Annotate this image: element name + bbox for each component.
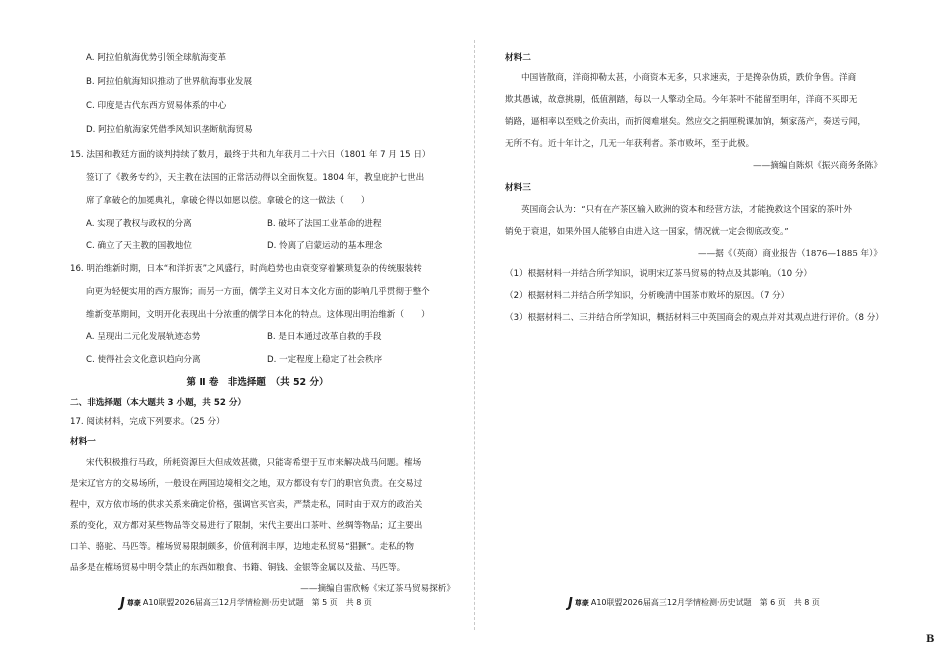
- q17-subquestion-1: （1）根据材料一并结合所学知识，说明宋辽茶马贸易的特点及其影响。（10 分）: [505, 269, 813, 279]
- publisher-logo-text: 尊豪: [126, 599, 141, 607]
- footer-right: [568, 596, 820, 611]
- material1-label: 材料一: [70, 437, 96, 447]
- material2-source: ——摘编自陈炽《振兴商务条陈》: [753, 161, 882, 171]
- q14-option-a: A. 阿拉伯航海优势引领全球航海变革: [86, 53, 227, 63]
- version-mark: B: [926, 634, 935, 645]
- q17-subquestion-3: （3）根据材料二、三并结合所学知识，概括材料三中英国商会的观点并对其观点进行评价。（8 分）: [505, 313, 884, 323]
- material3-label: 材料三: [505, 183, 531, 193]
- q17-prompt: 17. 阅读材料，完成下列要求。（25 分）: [70, 417, 225, 427]
- publisher-logo: J: [120, 596, 125, 611]
- q15-option-c: C. 确立了天主教的国教地位: [86, 241, 192, 251]
- q14-option-c: C. 印度是古代东西方贸易体系的中心: [86, 101, 227, 111]
- publisher-logo-text: 尊豪: [574, 599, 589, 607]
- material3-line: 英国商会认为：“只有在产茶区输入欧洲的资本和经营方法，才能挽救这个国家的茶叶外: [521, 205, 852, 215]
- footer-right-text: A10联盟2026届高三12月学情检测·历史试题 第 6 页 共 8 页: [590, 598, 820, 607]
- footer-left-text: A10联盟2026届高三12月学情检测·历史试题 第 5 页 共 8 页: [142, 598, 372, 607]
- q16-option-c: C. 使得社会文化意识趋向分离: [86, 355, 201, 365]
- q16-line: 向更为轻便实用的西方服饰；而另一方面，儒学主义对日本文化方面的影响几乎贯彻于整个: [86, 287, 430, 297]
- q14-option-d: D. 阿拉伯航海家凭借季风知识垄断航海贸易: [86, 125, 253, 135]
- q16-line: 维新变革期间，文明开化表现出十分浓重的儒学日本化的特点。这体现出明治维新（ ）: [86, 310, 430, 320]
- material1-line: 口羊、骆驼、马匹等。榷场贸易限制颇多，价值利润丰厚，边地走私贸易“猖獗”。走私的物: [70, 542, 414, 552]
- material2-line: 中国皆散商，洋商抑勒太甚，小商资本无多，只求速卖，于是搀杂伪质，跌价争售。洋商: [521, 73, 857, 83]
- q14-option-b: B. 阿拉伯航海知识推动了世界航海事业发展: [86, 77, 253, 87]
- material1-line: 是宋辽官方的交易场所，一般设在两国边境相交之地，双方都设有专门的职官负责。在交易过: [70, 479, 423, 489]
- q16-option-b: B. 是日本通过改革自救的手段: [267, 332, 382, 342]
- q15-line: 席了拿破仑的加冕典礼，拿破仑得以如愿以偿。拿破仑的这一做法（ ）: [86, 196, 370, 206]
- material1-source: ——摘编自雷欣畅《宋辽茶马贸易探析》: [300, 584, 455, 594]
- q17-subquestion-2: （2）根据材料二并结合所学知识，分析晚清中国茶市败坏的原因。（7 分）: [505, 291, 790, 301]
- page-divider: [474, 40, 475, 630]
- material2-line: 无所不有。近十年计之，几无一年获利者。茶市败坏，至于此极。: [505, 139, 755, 149]
- material1-line: 宋代积极推行马政，所耗资源巨大但成效甚微，只能寄希望于互市来解决战马问题。榷场: [86, 458, 422, 468]
- q15-line: 签订了《教务专约》，天主教在法国的正常活动得以全面恢复。1804 年，教皇庇护七世出: [86, 173, 425, 183]
- q15-option-a: A. 实现了教权与政权的分离: [86, 219, 192, 229]
- publisher-logo: J: [568, 596, 573, 611]
- q15-option-b: B. 破坏了法国工业革命的进程: [267, 219, 382, 229]
- material2-line: 欺其愚诚，故意挑剔，低值割踏，每以一人擎动全局。今年茶叶不能留至明年，洋商不买即无: [505, 95, 858, 105]
- material1-line: 程中，双方依市场的供求关系来确定价格，强调官买官卖，严禁走私，同时由于双方的政治关: [70, 500, 423, 510]
- q16-option-a: A. 呈现出二元化发展轨迹态势: [86, 332, 201, 342]
- q15-option-d: D. 怜离了启蒙运动的基本理念: [267, 241, 383, 251]
- material3-source: ——据《（英商）商业报告（1876—1885 年）》: [698, 249, 882, 259]
- footer-left: [120, 596, 372, 611]
- q16-line: 16. 明治维新时期，日本“和洋折衷”之风盛行，时尚趋势也由衰变穿着繁琐复杂的传统服装转: [70, 264, 422, 274]
- q15-line: 15. 法国和教廷方面的谈判持续了数月，最终于共和九年获月二十六日（1801 年 7 月 15 日）: [70, 150, 431, 160]
- material3-line: 销免于衰退，如果外国人能够自由进入这一国家，情况就一定会彻底改变。”: [505, 227, 789, 237]
- material2-label: 材料二: [505, 53, 531, 63]
- material2-line: 销路，逼相率以至贱之价卖出，而折阅难堪矣。然应交之捐厘税课加饷，频家荡产，奏送亏闻，: [505, 117, 866, 127]
- material1-line: 系的变化，双方都对某些物品等交易进行了限制，宋代主要出口茶叶、丝绸等物品；辽主要出: [70, 521, 423, 531]
- section-subtitle: 二、非选择题（本大题共 3 小题，共 52 分）: [70, 398, 247, 408]
- material1-line: 品多是在榷场贸易中明令禁止的东西如粮食、书籍、铜钱、金银等金属以及盐、马匹等。: [70, 563, 406, 573]
- q16-option-d: D. 一定程度上稳定了社会秩序: [267, 355, 383, 365]
- section-title: 第 Ⅱ 卷 非选择题 （共 52 分）: [186, 377, 329, 388]
